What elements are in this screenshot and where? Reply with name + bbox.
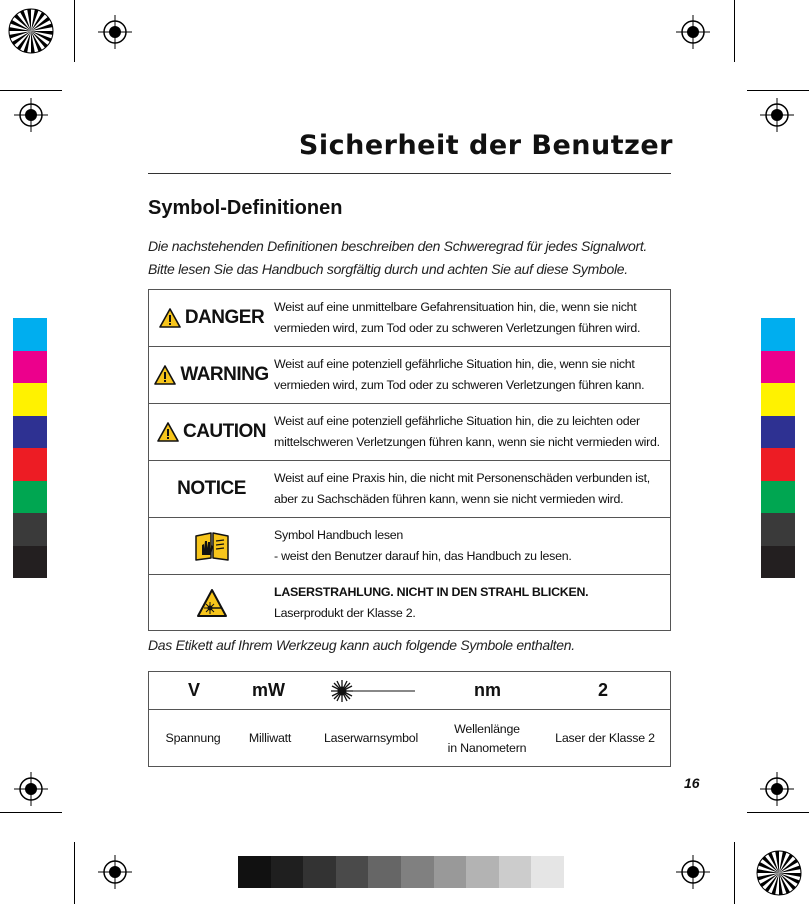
gray-step	[531, 856, 564, 888]
symbol-definitions-table	[148, 289, 671, 631]
description-line: - weist den Benutzer darauf hin, das Handbuch zu lesen.	[274, 549, 572, 563]
laser-class-symbol: 2	[598, 680, 609, 700]
description-cell	[274, 575, 670, 630]
description-line: LASERSTRAHLUNG. NICHT IN DEN STRAHL BLICKEN.	[274, 584, 589, 599]
swatch-yellow	[761, 383, 795, 416]
description-cell	[274, 404, 670, 460]
swatch-black	[13, 546, 47, 579]
caption-line: in Nanometern	[447, 740, 527, 755]
gray-step	[303, 856, 336, 888]
registration-mark-icon	[760, 98, 794, 132]
symbol-cell	[149, 575, 274, 630]
caption-laser-warning: Laserwarnsymbol	[323, 731, 419, 745]
nanometer-symbol: nm	[474, 680, 501, 700]
swatch-cyan	[761, 318, 795, 351]
gray-step	[434, 856, 467, 888]
signal-word: WARNING	[180, 364, 269, 385]
table-row	[149, 461, 670, 518]
table-row	[149, 290, 670, 347]
crop-mark	[74, 842, 75, 904]
description-line: aber zu Sachschäden führen kann, wenn sie nicht vermieden wird.	[274, 492, 624, 506]
gray-step	[238, 856, 271, 888]
swatch-dark-gray	[13, 513, 47, 546]
gray-step	[401, 856, 434, 888]
star-target-icon	[8, 8, 54, 54]
milliwatt-symbol: mW	[252, 680, 285, 700]
gray-step	[466, 856, 499, 888]
registration-mark-icon	[14, 772, 48, 806]
crop-mark	[74, 0, 75, 62]
crop-mark	[747, 90, 809, 91]
gray-scale-bar	[238, 856, 564, 888]
description-line: Weist auf eine unmittelbare Gefahrensituation hin, die, wenn sie nicht	[274, 300, 637, 314]
symbol-cell	[149, 518, 274, 574]
label-symbols-table	[148, 671, 671, 767]
voltage-symbol: V	[188, 680, 201, 700]
description-line: vermieden wird, zum Tod oder zu schweren Verletzungen führen kann.	[274, 378, 645, 392]
swatch-red	[761, 448, 795, 481]
swatch-cyan	[13, 318, 47, 351]
page-title: Sicherheit der Benutzer	[298, 130, 673, 161]
color-bar-left	[13, 318, 47, 578]
star-target-icon	[756, 850, 802, 896]
signal-word: CAUTION	[182, 421, 267, 442]
description-cell	[274, 347, 670, 403]
table-row	[149, 575, 670, 630]
crop-mark	[0, 812, 62, 813]
color-bar-right	[761, 318, 795, 578]
table-row	[149, 347, 670, 404]
caption-milliwatt: Milliwatt	[248, 731, 292, 745]
laser-warning-icon	[196, 588, 228, 618]
swatch-magenta	[761, 351, 795, 384]
section-title: Symbol-Definitionen	[148, 197, 343, 219]
description-line: Weist auf eine Praxis hin, die nicht mit Personenschäden verbunden ist,	[274, 471, 650, 485]
swatch-magenta	[13, 351, 47, 384]
table-row	[149, 404, 670, 461]
caption-laser-class: Laser der Klasse 2	[555, 731, 655, 745]
swatch-dark-gray	[761, 513, 795, 546]
gray-step	[499, 856, 532, 888]
read-manual-icon	[194, 531, 230, 561]
description-line: Weist auf eine potenziell gefährliche Situation hin, die zu leichten oder	[274, 414, 640, 428]
description-line: Symbol Handbuch lesen	[274, 528, 404, 542]
crop-mark	[734, 0, 735, 62]
caution-label	[157, 421, 266, 443]
signal-word: DANGER	[184, 307, 265, 328]
symbol-cell	[149, 347, 274, 403]
warning-triangle-icon	[159, 308, 181, 328]
table-row	[149, 518, 670, 575]
caption-voltage: Spannung	[165, 731, 221, 745]
swatch-blue	[761, 416, 795, 449]
registration-mark-icon	[676, 855, 710, 889]
label-caption-row	[149, 710, 670, 767]
description-line: Weist auf eine potenziell gefährliche Situation hin, die, wenn sie nicht	[274, 357, 635, 371]
warning-label	[154, 364, 268, 386]
caption-line: Wellenlänge	[454, 721, 520, 736]
gray-step	[368, 856, 401, 888]
caption-wavelength	[435, 710, 539, 767]
title-divider	[148, 173, 671, 174]
intro-paragraph: Die nachstehenden Definitionen beschreiben den Schweregrad für jedes Signalwort. Bitte lesen Sie das Handbuch sorgfältig durch und achten Sie auf diese Symbole.	[148, 238, 647, 277]
registration-mark-icon	[98, 855, 132, 889]
laser-beam-icon	[329, 678, 419, 704]
gray-step	[336, 856, 369, 888]
page-number: 16	[684, 775, 700, 791]
crop-mark	[0, 90, 62, 91]
warning-triangle-icon	[154, 365, 176, 385]
notice-label: NOTICE	[177, 478, 246, 499]
swatch-blue	[13, 416, 47, 449]
symbol-cell	[149, 461, 274, 517]
description-cell	[274, 518, 670, 574]
label-note: Das Etikett auf Ihrem Werkzeug kann auch folgende Symbole enthalten.	[148, 637, 575, 653]
registration-mark-icon	[760, 772, 794, 806]
swatch-green	[761, 481, 795, 514]
warning-triangle-icon	[157, 422, 179, 442]
description-line: mittelschweren Verletzungen führen kann, wenn sie nicht vermieden wird.	[274, 435, 660, 449]
registration-mark-icon	[676, 15, 710, 49]
registration-mark-icon	[98, 15, 132, 49]
registration-mark-icon	[14, 98, 48, 132]
crop-mark	[747, 812, 809, 813]
swatch-yellow	[13, 383, 47, 416]
swatch-red	[13, 448, 47, 481]
symbol-cell	[149, 404, 274, 460]
description-cell	[274, 290, 670, 346]
description-line: vermieden wird, zum Tod oder zu schweren Verletzungen führen wird.	[274, 321, 641, 335]
swatch-green	[13, 481, 47, 514]
crop-mark	[734, 842, 735, 904]
swatch-black	[761, 546, 795, 579]
gray-step	[271, 856, 304, 888]
danger-label	[159, 307, 264, 329]
label-symbol-row	[149, 672, 670, 710]
description-cell	[274, 461, 670, 517]
symbol-cell	[149, 290, 274, 346]
description-line: Laserprodukt der Klasse 2.	[274, 605, 416, 620]
